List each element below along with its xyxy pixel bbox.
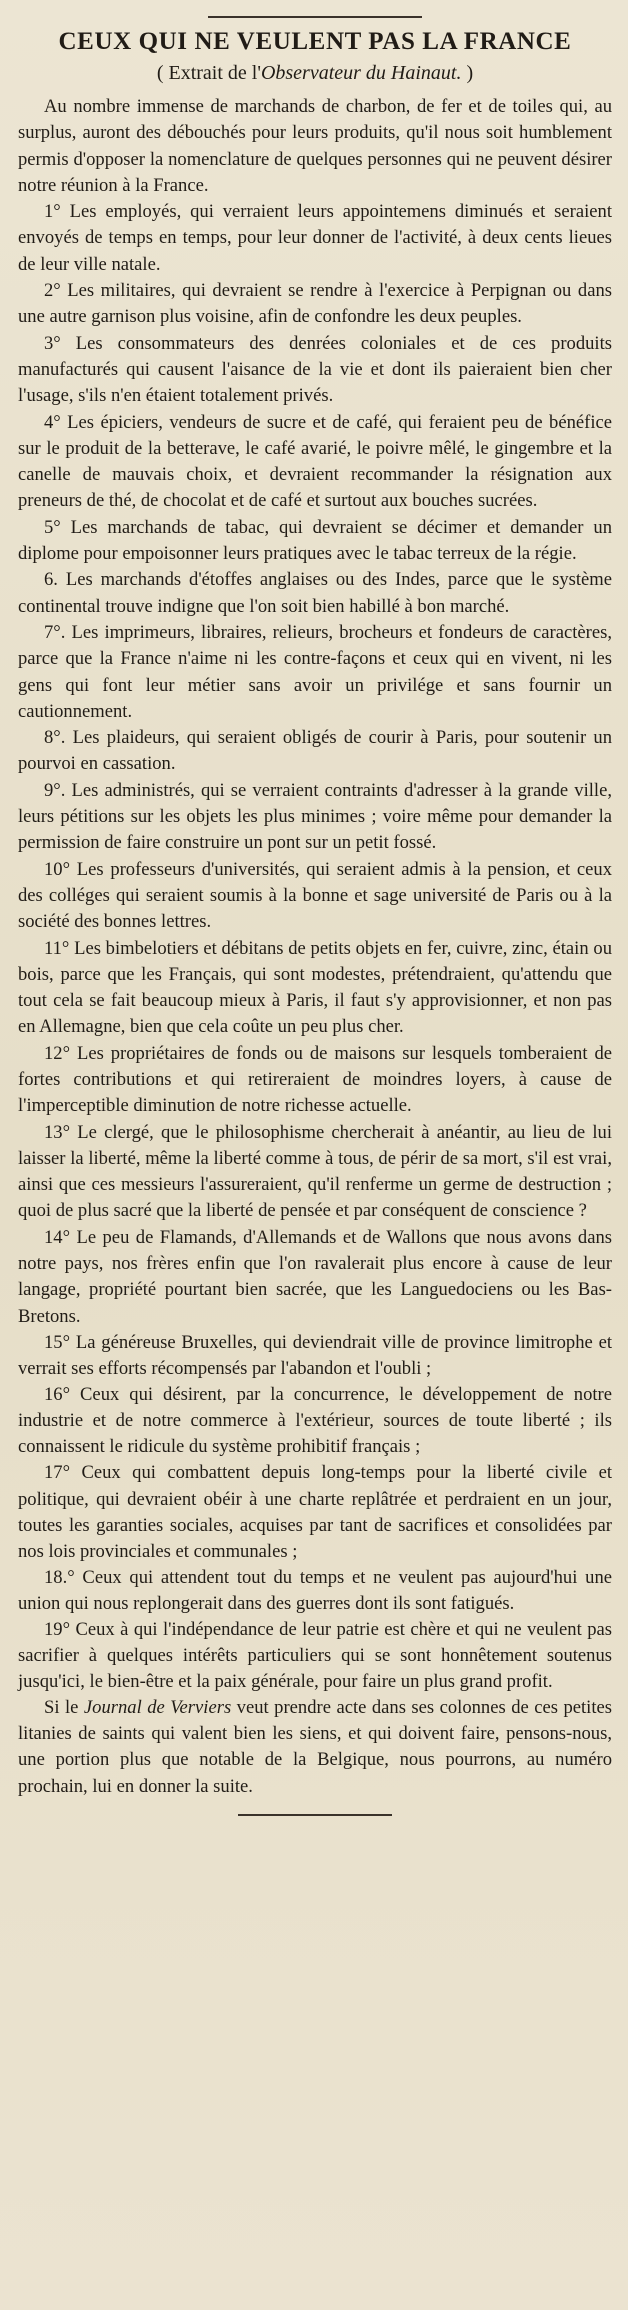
- item-15: 15° La généreuse Bruxelles, qui deviendrait ville de province limitrophe et verrait ses efforts récompensés par l'abandon et l'oubli ;: [18, 1331, 612, 1380]
- top-rule: [208, 16, 422, 18]
- closing-paragraph: [18, 1695, 612, 1799]
- item-18: 18.° Ceux qui attendent tout du temps et ne veulent pas aujourd'hui une union qui nous replongerait dans des guerres dont ils sont fatigués.: [18, 1566, 612, 1614]
- intro-paragraph: Au nombre immense de marchands de charbon, de fer et de toiles qui, au surplus, auront des débouchés pour leurs produits, qu'il nous soit humblement permis d'opposer la nomenclature de quelques personnes qui ne peuvent désirer notre réunion à la France.: [18, 96, 612, 196]
- item-12: 12° Les propriétaires de fonds ou de maisons sur lesquels tomberaient de fortes contributions et qui retireraient de moindres loyers, à cause de l'imperceptible diminution de notre richesse actuelle.: [18, 1042, 612, 1117]
- closing-journal-name: Journal de Verviers: [83, 1697, 232, 1719]
- closing-prefix: Si le: [44, 1697, 84, 1719]
- item-2: 2° Les militaires, qui devraient se rendre à l'exercice à Perpignan ou dans une autre garnison plus voisine, afin de confondre les deux peuples.: [18, 280, 612, 328]
- item-14: 14° Le peu de Flamands, d'Allemands et de Wallons que nous avons dans notre pays, nos frères enfin que l'on ravalerait plus encore à cause de leur langage, propriété pourtant bien sacrée, que les Languedociens ou les Bas-Bretons.: [18, 1226, 612, 1327]
- item-8: 8°. Les plaideurs, qui seraient obligés de courir à Paris, pour soutenir un pourvoi en cassation.: [18, 727, 612, 775]
- item-17: 17° Ceux qui combattent depuis long-temps pour la liberté civile et politique, qui devraient obéir à une charte replâtrée et perdraient en un jour, toutes les garanties sociales, acquises par tant de sacrifices et consolidées par nos lois provinciales et communales ;: [18, 1462, 612, 1562]
- closing-text: veut prendre acte dans ses colonnes de ces petites litanies de saints qui valent bien les siens, et qui doivent faire, pensons-nous, une portion plus que notable de la Belgique, nous pourrons, au numéro prochain, lui en donner la suite.: [18, 1697, 612, 1797]
- source-suffix: ): [461, 62, 474, 84]
- source-prefix: ( Extrait de l': [156, 62, 261, 84]
- item-11: 11° Les bimbelotiers et débitans de petits objets en fer, cuivre, zinc, étain ou bois, parce que les Français, qui sont modestes, prétendraient, qu'attendu que tout cela se fait beaucoup mieux à Paris, il faut s'y approvisionner, et non pas en Allemagne, bien que cela coûte un peu plus cher.: [18, 937, 612, 1038]
- article-title: CEUX QUI NE VEULENT PAS LA FRANCE: [58, 28, 572, 55]
- item-16: 16° Ceux qui désirent, par la concurrence, le développement de notre industrie et de notre commerce à l'extérieur, sources de toute liberté ; ils connaissent le ridicule du système prohibitif français ;: [18, 1384, 612, 1458]
- item-10: 10° Les professeurs d'universités, qui seraient admis à la pension, et ceux des colléges qui seraient soumis à la bonne et sage université de Paris ou à la société des bonnes lettres.: [18, 858, 612, 933]
- item-1: 1° Les employés, qui verraient leurs appointemens diminués et seraient envoyés de temps en temps, pour leur donner de l'activité, à deux cents lieues de leur ville natale.: [18, 201, 612, 275]
- item-13: 13° Le clergé, que le philosophisme chercherait à anéantir, au lieu de lui laisser la liberté, même la liberté comme à tous, de périr de sa mort, s'il est vrai, ainsi que ces messieurs l'assureraient, qu'il renferme un germe de destruction ; quoi de plus sacré que la liberté de pensée et par conséquent de conscience ?: [18, 1121, 612, 1222]
- item-7: 7°. Les imprimeurs, libraires, relieurs, brocheurs et fondeurs de caractères, parce que la France n'aime ni les contre-façons et ceux qui en vivent, ni les gens qui font leur métier sans avoir un privilége et sans fournir un cautionnement.: [18, 621, 612, 722]
- article-source-line: [18, 58, 612, 88]
- item-9: 9°. Les administrés, qui se verraient contraints d'adresser à la grande ville, leurs pétitions sur les objets les plus minimes ; voire même pour demander la permission de faire construire un pont sur un petit fossé.: [18, 779, 612, 854]
- item-5: 5° Les marchands de tabac, qui devraient se décimer et demander un diplome pour empoisonner leurs pratiques avec le tabac terreux de la régie.: [18, 516, 612, 565]
- item-6: 6. Les marchands d'étoffes anglaises ou des Indes, parce que le système continental trouve indigne que l'on soit bien habillé à bon marché.: [18, 569, 612, 617]
- item-3: 3° Les consommateurs des denrées coloniales et de ces produits manufacturés qui causent l'aisance de la vie et dont ils paieraient bien cher l'usage, s'ils n'en étaient totalement privés.: [18, 332, 612, 407]
- source-name: Observateur du Hainaut.: [260, 62, 462, 84]
- item-19: 19° Ceux à qui l'indépendance de leur patrie est chère et qui ne veulent pas sacrifier à quelques intérêts particuliers qui se sont honnêtement soutenus jusqu'ici, le bien-être et la paix générale, pour faire un plus grand profit.: [18, 1618, 612, 1693]
- item-4: 4° Les épiciers, vendeurs de sucre et de café, qui feraient peu de bénéfice sur le produit de la betterave, le café avarié, le poivre mêlé, le gingembre et la canelle de mauvais choix, et devraient recommander la résignation aux preneurs de thé, de chocolat et de café et surtout aux bouches sucrées.: [18, 411, 612, 512]
- bottom-rule: [238, 1814, 392, 1816]
